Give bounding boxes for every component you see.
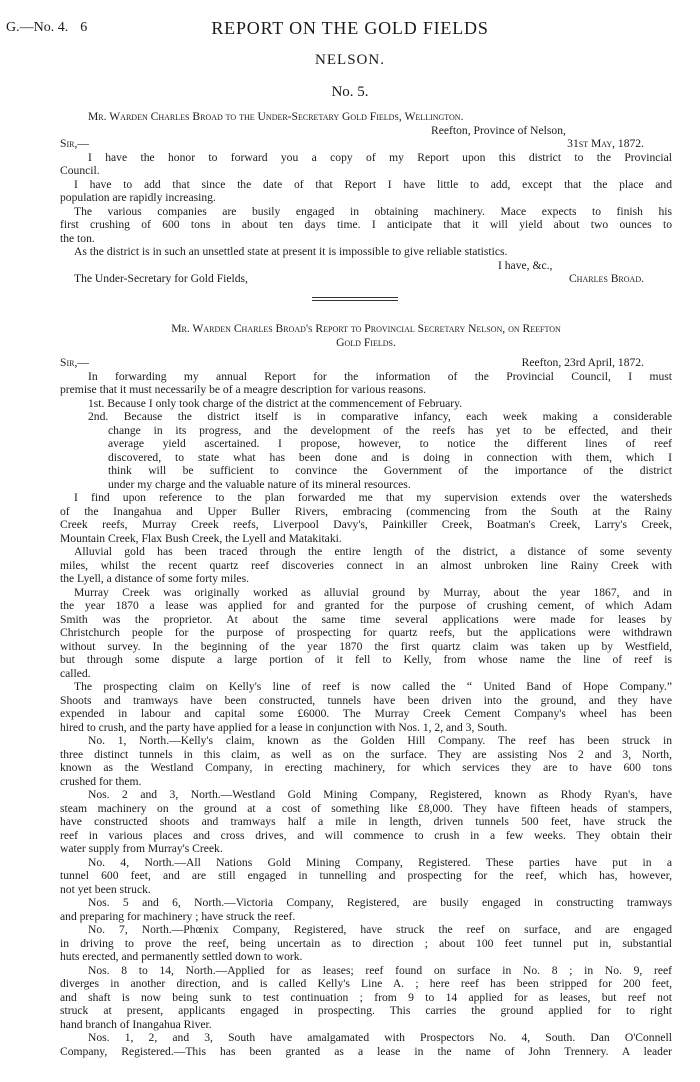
report-p11-line3: and shaft is now being sunk to test continuation ; from 9 to 14 applied for as leases, but reef not	[60, 990, 672, 1004]
letter-signature: Charles Broad.	[568, 272, 644, 285]
report-title-line2: Gold Fields.	[336, 336, 396, 349]
report-p8-line3: not yet been struck.	[60, 882, 151, 896]
letter-number: No. 5.	[331, 84, 369, 100]
report-date: Reefton, 23rd April, 1872.	[521, 356, 644, 369]
report-p2-line4: Mountain Creek, Flax Bush Creek, the Lyell and Matakitaki.	[60, 531, 342, 545]
report-p5-line1: The prospecting claim on Kelly's line of reef is now called the “ United Band of Hope Company.”	[74, 680, 672, 693]
report-p7-line3: have constructed shoots and tramways half a mile in length, driven tunnels 500 feet, have struck the	[60, 815, 672, 828]
report-p7-line5: water supply from Murray's Creek.	[60, 842, 223, 855]
report-p6-line2: three distinct tunnels in this claim, as well as on the surface. They are assisting Nos 2 and 3, North,	[60, 747, 672, 761]
report-p7-line1: Nos. 2 and 3, North.—Westland Gold Mining Company, Registered, known as Rhody Ryan's, have	[88, 788, 672, 801]
page-number: 6	[80, 20, 88, 35]
report-p9-line2: and preparing for machinery ; have struck the reef.	[60, 909, 296, 923]
reason-1: 1st. Because I only took charge of the district at the commencement of February.	[88, 396, 463, 410]
report-p8-line2: tunnel 600 feet, and are still engaged in tunnelling and prospecting for the reef, which has, however,	[60, 869, 672, 882]
report-p4-line5: without survey. In the beginning of the year 1870 the first quartz claim was taken up by Westfield,	[60, 639, 672, 653]
report-p11-line1: Nos. 8 to 14, North.—Applied for as leases; reef found on surface in No. 8 ; in No. 9, reef	[88, 963, 672, 977]
report-title-line1: Mr. Warden Charles Broad's Report to Provincial Secretary Nelson, on Reefton	[171, 322, 561, 335]
letter-p1-line2: Council.	[60, 164, 100, 177]
report-p4-line1: Murray Creek was originally worked as alluvial ground by Murray, about the year 1867, and in	[74, 585, 672, 599]
section-title: NELSON.	[315, 52, 385, 68]
report-p7-line2: steam machinery on the ground at a cost of something like £8,000. They have fifteen heads of stampers,	[60, 801, 672, 815]
letter-sign-line	[60, 272, 672, 286]
series-number: G.—No. 4.	[6, 20, 69, 35]
letter-salutation: Sir,—	[60, 137, 89, 150]
report-p4-line7: called.	[60, 666, 91, 680]
letter-p3-line1: The various companies are busily engaged in obtaining machinery. Mace expects to finish his	[74, 204, 672, 218]
letter-p3-line2: first crushing of 600 tons in about ten days time. I anticipate that it will yield about two ounces to	[60, 218, 672, 231]
report-p3-line3: the Lyell, a distance of some forty miles.	[60, 572, 249, 585]
report-p10-line2: in driving to prove the reef, being uncertain as to direction ; about 100 feet tunnel put in, substantial	[60, 936, 672, 950]
report-p5-line4: hired to crush, and the party have applied for a lease in conjunction with Nos. 1, 2, and 3, South.	[60, 720, 508, 734]
letter-closing: I have, &c.,	[498, 258, 553, 272]
report-p8-line1: No. 4, North.—All Nations Gold Mining Company, Registered. These parties have put in a	[88, 855, 672, 869]
report-p5-line2: Shoots and tramways have been constructed, tunnels have been driven into the ground, and they have	[60, 693, 672, 707]
report-salutation: Sir,—	[60, 356, 89, 369]
reason-2-line3: average yield ascertained. I propose, however, to notice the different lines of reef	[108, 437, 672, 450]
report-p4-line6: but through some dispute a large portion of it fell to Kelly, from whose name the line of reef is	[60, 653, 672, 666]
letter-place: Reefton, Province of Nelson,	[431, 123, 566, 137]
reason-2-line1: 2nd. Because the district itself is in comparative infancy, each week making a considerable	[88, 410, 672, 423]
reason-2-line6: under my charge and the valuable nature of its mineral resources.	[108, 477, 411, 491]
letter-p1-line1: I have the honor to forward you a copy of my Report upon this district to the Provincial	[88, 150, 672, 164]
report-p4-line4: Christchurch people for the purpose of prospecting for quartz reefs, but the applications were withdrawn	[60, 626, 672, 639]
section-divider	[312, 297, 398, 298]
report-p10-line1: No. 7, North.—Phœnix Company, Registered, have struck the reef on surface, and are engaged	[88, 923, 672, 936]
report-body	[60, 356, 672, 1058]
report-p10-line3: huts erected, and permanently settled down to work.	[60, 950, 303, 963]
report-p5-line3: expended in labour and capital some £6000. The Murray Creek Cement Company's wheel has been	[60, 707, 672, 720]
letter-salutation-line	[60, 137, 672, 151]
report-title	[60, 322, 672, 350]
letter-addressee: The Under-Secretary for Gold Fields,	[74, 272, 248, 285]
letter-p2-line1: I have to add that since the date of that Report I have little to add, except that the place and	[74, 177, 672, 191]
report-p6-line1: No. 1, North.—Kelly's claim, known as the Golden Hill Company. The reef has been struck in	[88, 734, 672, 747]
reason-2-line4: discovered, to state what has been done and is doing in connection with them, which I	[108, 450, 672, 464]
report-p1-line2: premise that it must necessarily be of a meagre description for various reasons.	[60, 383, 427, 396]
report-p12-line2: Company, Registered.—This has been granted as a lease in the name of John Trennery. A leader	[60, 1044, 672, 1058]
report-p3-line2: miles, whilst the recent quartz reef discoveries connect in an almost unbroken line Rainy Creek with	[60, 558, 672, 572]
report-p9-line1: Nos. 5 and 6, North.—Victoria Company, Registered, are busily engaged in constructing tramways	[88, 896, 672, 909]
letter-p3-line3: the ton.	[60, 231, 95, 245]
report-p6-line4: crushed for them.	[60, 774, 142, 788]
report-p11-line5: hand branch of Inangahua River.	[60, 1017, 212, 1031]
report-p11-line4: struck at present, applicants engaged in prospecting. This carries the ground applied for to right	[60, 1004, 672, 1017]
report-p11-line2: diverges in another direction, and is called Kelly's Line A. ; here reef has been stripped for 200 feet,	[60, 977, 672, 990]
report-p7-line4: reef in various places and cross drives, and will commence to crush in a few weeks. They obtain their	[60, 828, 672, 842]
reason-2-line5: think will be sufficient to convince the Government of the importance of the district	[108, 464, 672, 477]
report-salutation-line	[60, 356, 672, 370]
report-p12-line1: Nos. 1, 2, and 3, South have amalgamated with Prospectors No. 4, South. Dan O'Connell	[88, 1031, 672, 1044]
report-p4-line2: the year 1870 a lease was applied for and granted for the purpose of crushing cement, of which Adam	[60, 599, 672, 612]
letter	[60, 110, 672, 286]
report-p2-line2: of the Inangahua and Upper Buller Rivers, embracing (commencing from the South at the Rainy	[60, 504, 672, 518]
letter-p2-line2: population are rapidly increasing.	[60, 191, 216, 204]
report-p6-line3: known as the Westland Company, in erecting machinery, for which services they are to have 600 tons	[60, 761, 672, 774]
report-p4-line3: Smith was the proprietor. At about the same time several applications were made for leases by	[60, 612, 672, 626]
report-p2-line3: Creek reefs, Murray Creek reefs, Liverpool Davy's, Painkiller Creek, Boatman's Creek, Larry's Creek,	[60, 518, 672, 531]
section-divider-double	[312, 300, 398, 301]
report-p1-line1: In forwarding my annual Report for the information of the Provincial Council, I must	[88, 369, 672, 383]
report-p2-line1: I find upon reference to the plan forwarded me that my supervision extends over the watersheds	[74, 491, 672, 504]
letter-heading: Mr. Warden Charles Broad to the Under-Secretary Gold Fields, Wellington.	[88, 110, 464, 123]
letter-p4-line1: As the district is in such an unsettled state at present it is impossible to give reliable statistics.	[74, 245, 508, 258]
report-p3-line1: Alluvial gold has been traced through the entire length of the district, a distance of some seventy	[74, 545, 672, 558]
letter-date: 31st May, 1872.	[567, 137, 644, 150]
reason-2-line2: change in its progress, and the development of the reefs has yet to be effected, and their	[108, 423, 672, 437]
running-title: REPORT ON THE GOLD FIELDS	[211, 18, 489, 38]
